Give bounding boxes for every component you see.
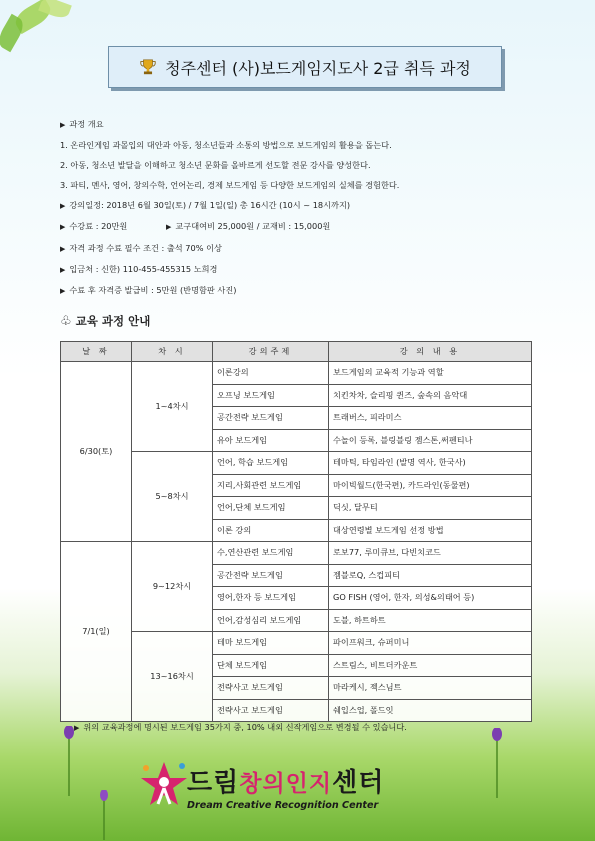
table-row: [61, 542, 532, 565]
table-row: [61, 362, 532, 385]
topic-cell: 테마 보드게임: [213, 632, 329, 655]
content-cell: 마라케시, 젝스님트: [329, 677, 532, 700]
triangle-bullet-icon: ▶: [60, 265, 66, 274]
session-cell: 5~8차시: [132, 452, 213, 542]
curriculum-table: [60, 341, 532, 722]
flower-decoration: [98, 790, 110, 840]
topic-cell: 지리,사회관련 보드게임: [213, 474, 329, 497]
table-row: [61, 452, 532, 475]
topic-cell: 영어,한자 등 보드게임: [213, 587, 329, 610]
topic-cell: 오프닝 보드게임: [213, 384, 329, 407]
content-cell: 치킨차차, 슬리핑 퀸즈, 숲속의 음악대: [329, 384, 532, 407]
triangle-bullet-icon: ▶: [60, 121, 66, 129]
content-cell: GO FISH (영어, 한자, 의성&의태어 등): [329, 587, 532, 610]
topic-cell: 단체 보드게임: [213, 654, 329, 677]
topic-cell: 공간전략 보드게임: [213, 407, 329, 430]
topic-cell: 언어, 학습 보드게임: [213, 452, 329, 475]
triangle-bullet-icon: ▶: [60, 202, 66, 211]
content-cell: 수놀이 등록, 블링블링 젬스톤,써펜티나: [329, 429, 532, 452]
topic-cell: 수,연산관련 보드게임: [213, 542, 329, 565]
date-cell: 7/1(일): [61, 542, 132, 722]
flower-decoration: [490, 728, 504, 798]
triangle-bullet-icon: ▶: [60, 223, 66, 232]
header-content: 강 의 내 용: [329, 342, 532, 362]
date-cell: 6/30(토): [61, 362, 132, 542]
header-session: 차 시: [132, 342, 213, 362]
page-title-box: [108, 46, 502, 88]
topic-cell: 이론 강의: [213, 519, 329, 542]
topic-cell: 전략사고 보드게임: [213, 699, 329, 722]
content-cell: 대상연령별 보드게임 선정 방법: [329, 519, 532, 542]
content-cell: 마이빅월드(한국편), 카드라인(동물편): [329, 474, 532, 497]
overview-item: 2. 아동, 청소년 발달을 이해하고 청소년 문화를 올바르게 선도할 전문 강사를 양성한다.: [60, 160, 371, 171]
triangle-bullet-icon: ▶: [60, 244, 66, 253]
section-title: ♧ 교육 과정 안내: [60, 313, 151, 329]
triangle-bullet-icon: ▶: [166, 223, 172, 232]
overview-item: 3. 파티, 멘사, 영어, 창의수학, 언어논리, 경제 보드게임 등 다양한 보드게임의 실체를 경험한다.: [60, 180, 400, 191]
topic-cell: 유아 보드게임: [213, 429, 329, 452]
fee-line: ▶ 수강료 : 20만원 ▶ 교구대여비 25,000원 / 교재비 : 15,000원: [60, 221, 331, 232]
page-title: 청주센터 (사)보드게임지도사 2급 취득 과정: [165, 58, 471, 78]
account-line: ▶ 입금처 : 신한) 110-455-455315 노희경: [60, 263, 218, 274]
flower-decoration: [62, 726, 76, 796]
clover-icon: ♧: [60, 313, 72, 329]
note: ▶ 위의 교육과정에 명시된 보드게임 35가지 중, 10% 내외 신작게임으로 변경될 수 있습니다.: [74, 722, 407, 732]
trophy-icon: [139, 58, 157, 76]
content-cell: 트래버스, 피라미스: [329, 407, 532, 430]
content-cell: 도블, 하트하트: [329, 609, 532, 632]
course-info: [60, 114, 540, 301]
header-topic: 강의주제: [213, 342, 329, 362]
certificate-line: ▶ 수료 후 자격증 발급비 : 5만원 (반명함판 사진): [60, 284, 237, 295]
session-cell: 9~12차시: [132, 542, 213, 632]
triangle-bullet-icon: ▶: [74, 723, 80, 732]
session-cell: 13~16차시: [132, 632, 213, 722]
schedule-line: ▶ 강의일정: 2018년 6월 30일(토) / 7월 1일(일) 총 16시간 (10시 ~ 18시까지): [60, 200, 351, 211]
overview-item: 1. 온라인게임 과몰입의 대안과 아동, 청소년들과 소통의 방법으로 보드게임의 활용을 돕는다.: [60, 140, 392, 151]
triangle-bullet-icon: ▶: [60, 286, 66, 295]
session-cell: 1~4차시: [132, 362, 213, 452]
content-cell: 스트림스, 비트더카운트: [329, 654, 532, 677]
logo-korean-text: 드림창의인지센터: [187, 768, 385, 798]
content-cell: 로보77, 루미큐브, 다빈치코드: [329, 542, 532, 565]
requirement-line: ▶ 자격 과정 수료 필수 조건 : 출석 70% 이상: [60, 242, 222, 253]
topic-cell: 언어,감성심리 보드게임: [213, 609, 329, 632]
content-cell: 파이프워크, 슈퍼미니: [329, 632, 532, 655]
content-cell: 딕싯, 달무티: [329, 497, 532, 520]
content-cell: 보드게임의 교육적 기능과 역할: [329, 362, 532, 385]
star-person-logo-icon: [140, 760, 188, 812]
topic-cell: 공간전략 보드게임: [213, 564, 329, 587]
content-cell: 쉐입스업, 폴드잇: [329, 699, 532, 722]
table-header-row: [61, 342, 532, 362]
table-row: [61, 632, 532, 655]
logo-english-text: Dream Creative Recognition Center: [187, 800, 379, 811]
overview-heading: ▶ 과정 개요: [60, 119, 104, 129]
topic-cell: 언어,단체 보드게임: [213, 497, 329, 520]
topic-cell: 전략사고 보드게임: [213, 677, 329, 700]
logo: [140, 760, 440, 820]
content-cell: 테마틱, 타임라인 (발명 역사, 한국사): [329, 452, 532, 475]
header-date: 날 짜: [61, 342, 132, 362]
topic-cell: 이론강의: [213, 362, 329, 385]
content-cell: 젬블로Q, 스컵피티: [329, 564, 532, 587]
